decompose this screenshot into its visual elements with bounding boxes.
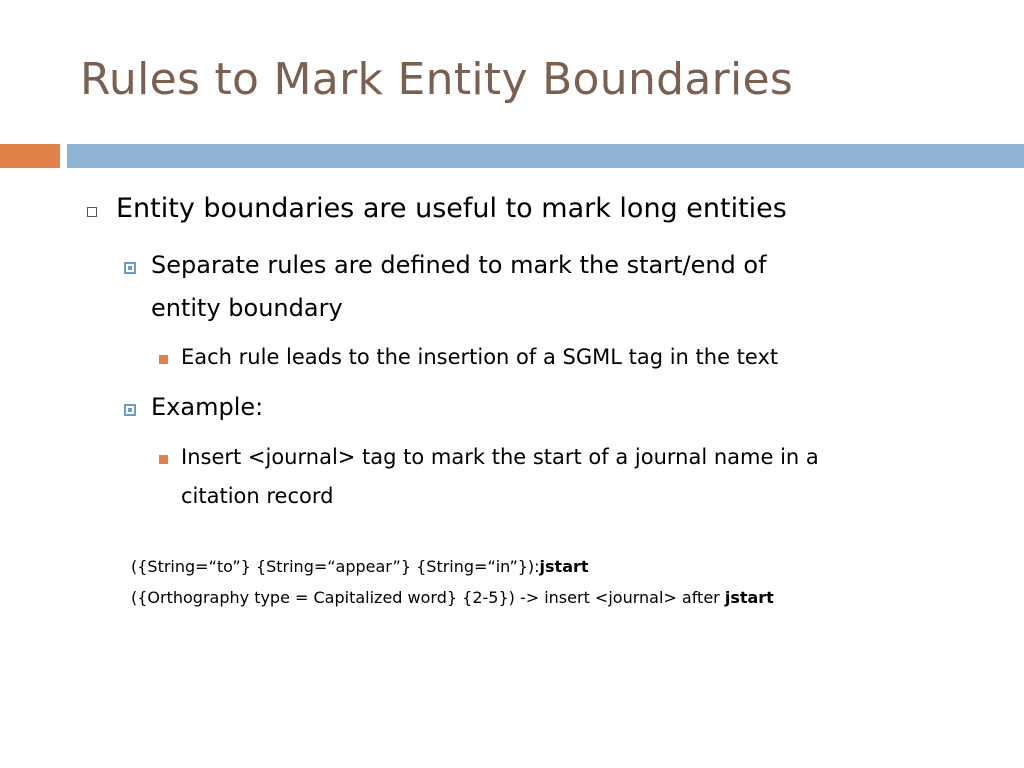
slide-title: Rules to Mark Entity Boundaries [80,54,794,105]
bullet-level1-text: Entity boundaries are useful to mark long entities [116,193,787,224]
bullet-level3-text-continued: citation record [181,484,334,508]
bullet-level2-text-continued: entity boundary [151,294,343,322]
hollow-square-bullet-icon [87,207,97,217]
orange-square-bullet-icon [159,455,168,464]
bullet-level3-text: Each rule leads to the insertion of a SGML tag in the text [181,345,779,369]
bullet-level3-text: Insert <journal> tag to mark the start of a journal name in a [181,445,819,469]
framed-square-bullet-icon [124,404,136,416]
rule-line-1-label: jstart [539,557,589,576]
bullet-level2-text: Separate rules are defined to mark the start/end of [151,251,767,279]
rule-line-2-label: jstart [724,588,774,607]
rule-line-2 [131,588,774,607]
framed-square-bullet-icon [124,262,136,274]
rule-line-1 [131,557,589,576]
rule-line-1-text: ({String=“to”} {String=“appear”} {String=“in”}): [131,557,540,576]
bullet-level2-text: Example: [151,393,264,421]
rule-line-2-text: ({Orthography type = Capitalized word} {2-5}) -> insert <journal> after [131,588,725,607]
orange-square-bullet-icon [159,355,168,364]
